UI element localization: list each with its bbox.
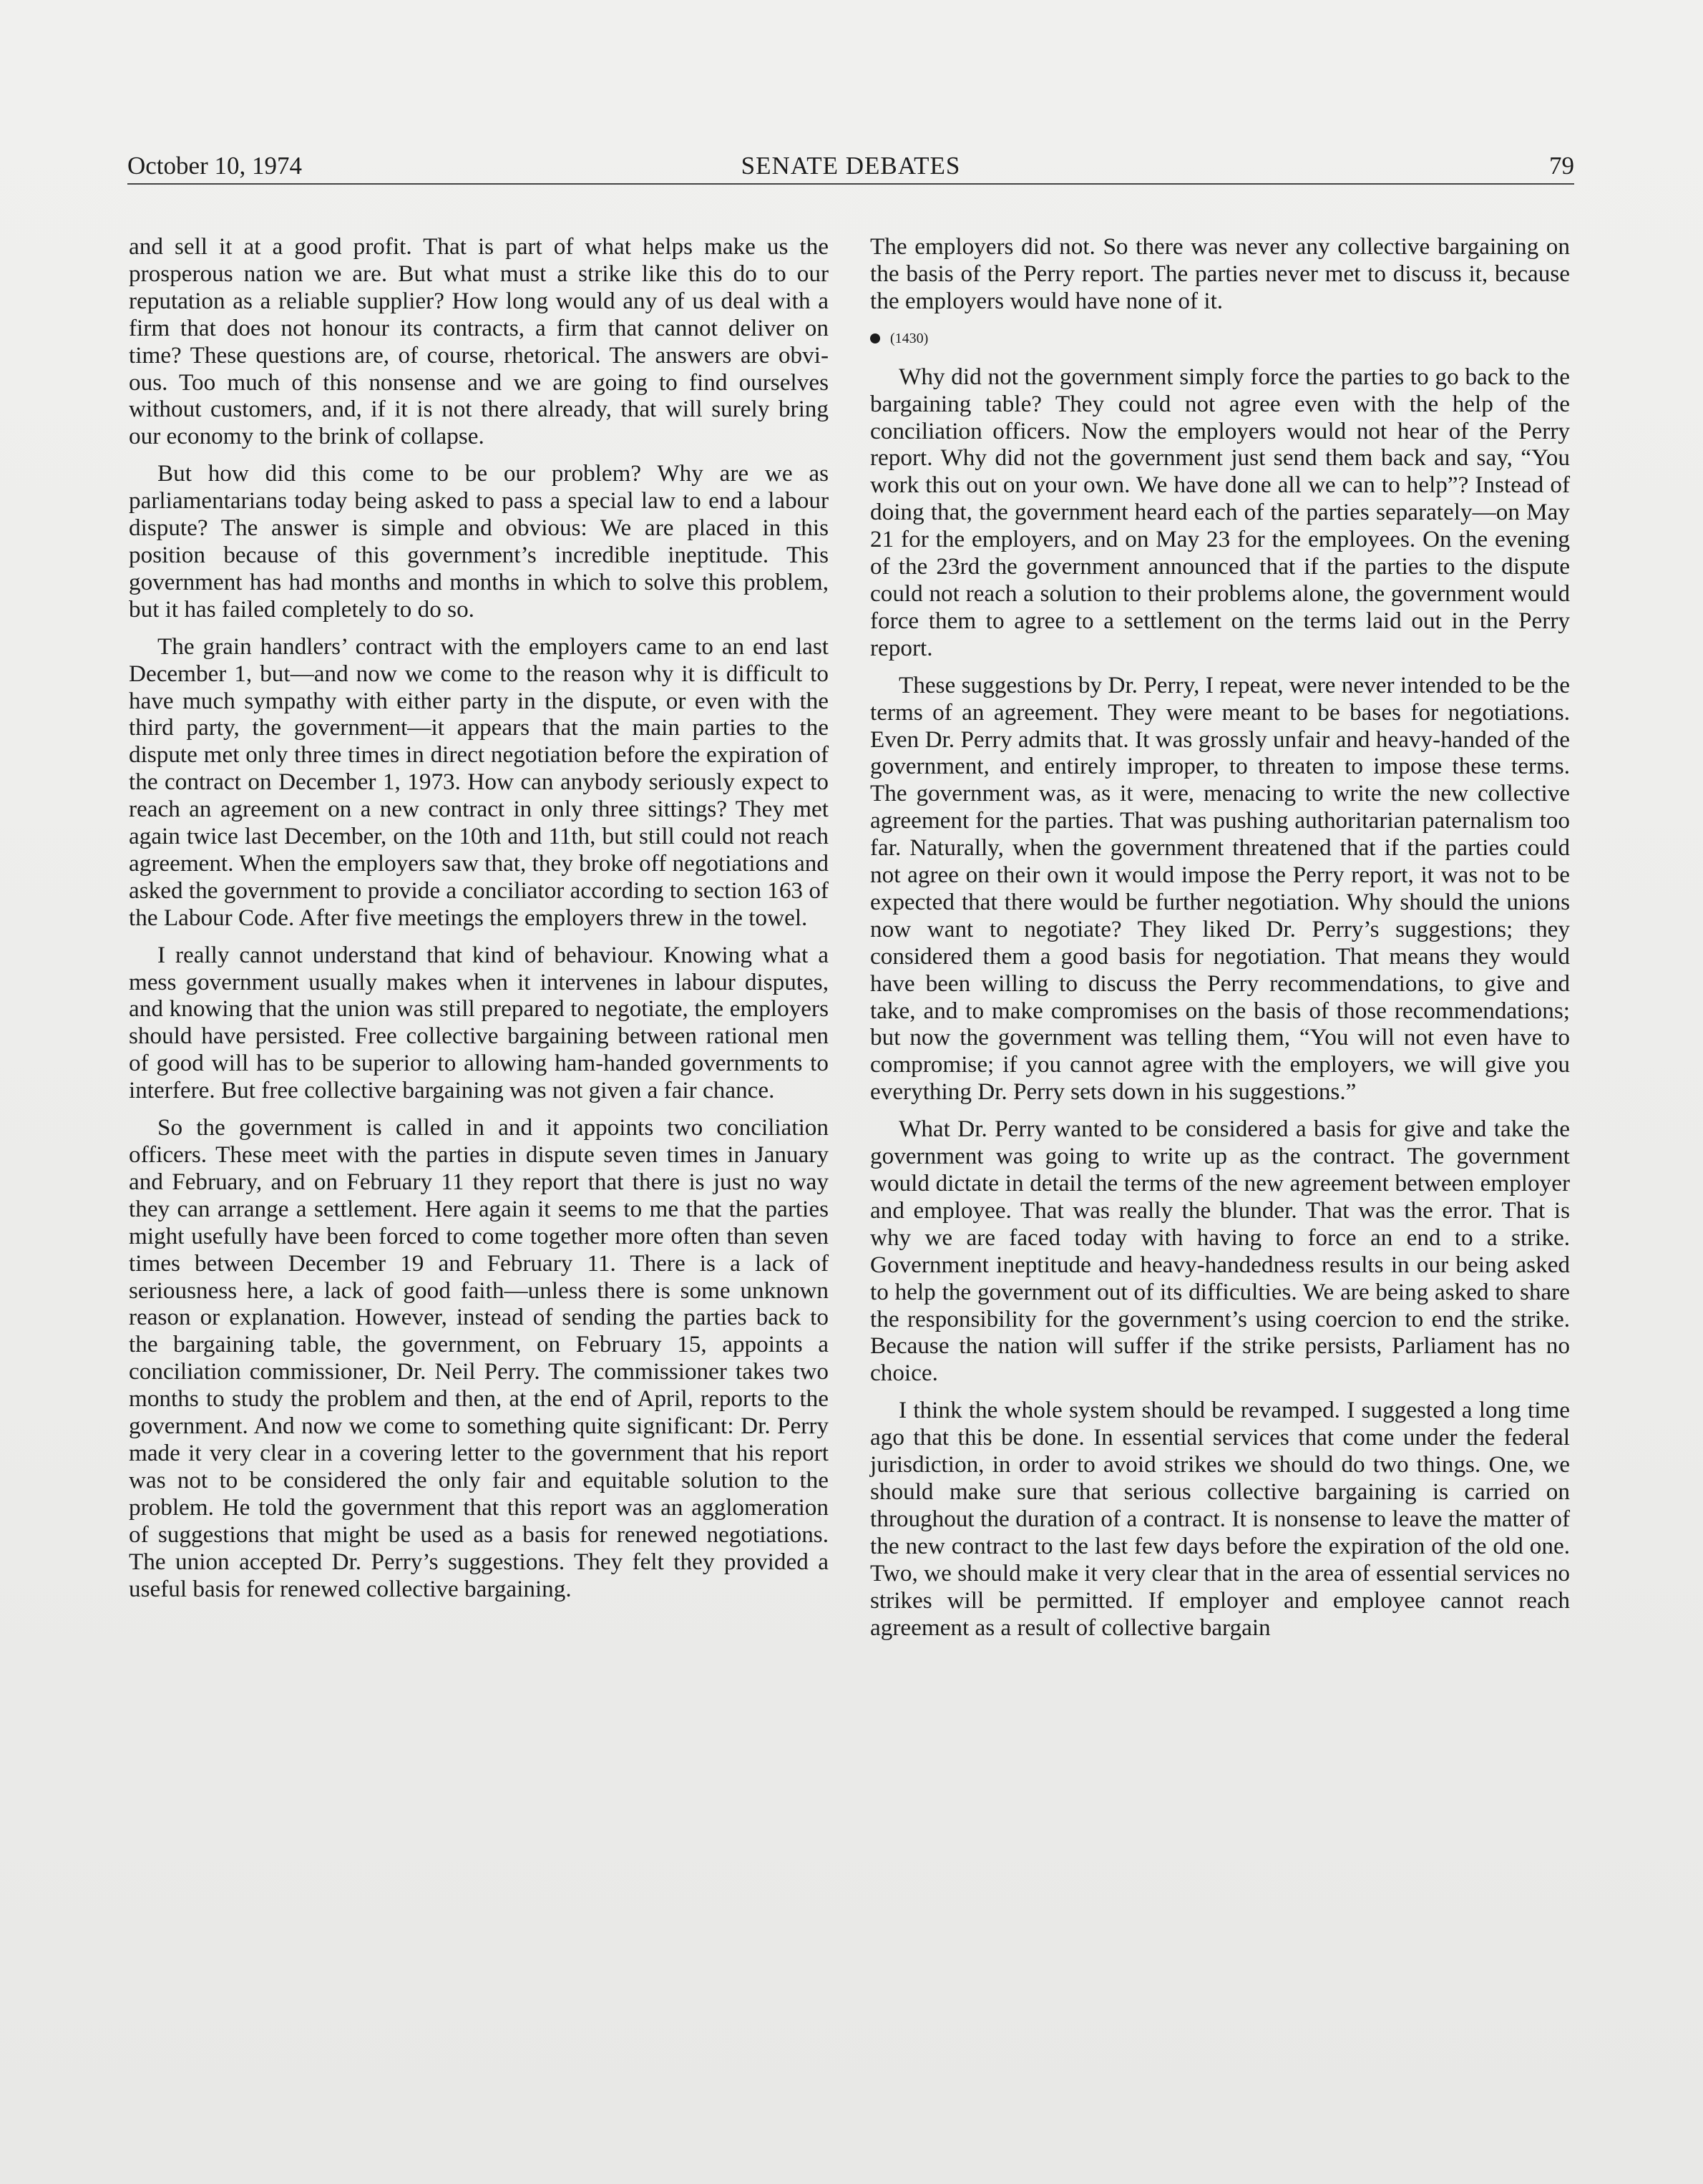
paragraph: Why did not the government simply force the parties to go back to the bargaining table? They could not agree even with the help of the conciliation officers. Now the employers would not hear of the Perry report. Why did not the government just send them back and say, “You work this out on your own. We have done all we can to help”? Instead of doing that, the government heard each of the parties separately—on May 21 for the employers, and on May 23 for the employees. On the evening of the 23rd the government announced that if the parties to the dispute could not reach a solution to their problems alone, the government would force them to agree to a settlement on the terms laid out in the Perry report. <box>870 363 1570 661</box>
paragraph: I really cannot understand that kind of behaviour. Knowing what a mess government usually makes when it intervenes in labour disputes, and knowing that the union was still prepared to negotiate, the employers should have persisted. Free collective bargaining between rational men of good will has to be superior to allowing ham-handed governments to interfere. But free collective bargaining was not given a fair chance. <box>129 941 829 1104</box>
page-number: 79 <box>1549 152 1574 180</box>
time-marker-label: (1430) <box>890 330 929 346</box>
paragraph: The employers did not. So there was never any collective bargaining on the basis of the Perry report. The parties never met to discuss it, because the employers would have none of it. <box>870 233 1570 314</box>
header-title: SENATE DEBATES <box>741 152 961 180</box>
paragraph: The grain handlers’ contract with the employers came to an end last December 1, but—and now we come to the reason why it is difficult to have much sympathy with either party in the dispute, or even with the third party, the government—it appears that the main parties to the dispute met only three times in direct negotiation before the expiration of the contract on December 1, 1973. How can anybody seriously expect to reach an agreement on a new contract in only three sittings? They met again twice last December, on the 10th and 11th, but still could not reach agreement. When the employers saw that, they broke off negotiations and asked the government to provide a conciliator according to section 163 of the Labour Code. After five meetings the employers threw in the towel. <box>129 633 829 931</box>
paragraph: These suggestions by Dr. Perry, I repeat, were never intended to be the terms of an agreement. They were meant to be bases for negotiations. Even Dr. Perry admits that. It was grossly unfair and heavy-handed of the government, and entirely improper, to threaten to impose these terms. The government was, as it were, menacing to write the new collective agreement for the parties. That was pushing authoritarian paternalism too far. Naturally, when the government threatened that if the parties could not agree on their own it would impose the Perry report, it was not to be expected that there would be further negotiation. Why should the unions now want to negotiate? They liked Dr. Perry’s suggestions; they considered them a good basis for negotiation. That means they would have been willing to discuss the Perry recommendations, to give and take, and to make compromises on the basis of those recommendations; but now the government was telling them, “You will not even have to compromise; if you cannot agree with the employers, we will give you everything Dr. Perry sets down in his suggestions.” <box>870 671 1570 1106</box>
header-rule <box>127 183 1574 185</box>
right-column <box>870 233 1570 1651</box>
paragraph: and sell it at a good profit. That is part of what helps make us the prosperous nation we are. But what must a strike like this do to our reputation as a reliable supplier? How long would any of us deal with a firm that does not honour its contracts, a firm that cannot deliver on time? These questions are, of course, rhetorical. The answers are obvious. Too much of this nonsense and we are going to find ourselves without customers, and, if it is not there already, that will surely bring our economy to the brink of collapse. <box>129 233 829 450</box>
bullet-icon <box>870 333 880 343</box>
time-marker <box>870 325 1570 352</box>
running-header <box>127 147 1574 185</box>
paragraph: So the government is called in and it appoints two conciliation officers. These meet with the parties in dispute seven times in January and February, and on February 11 they report that there is just no way they can arrange a settlement. Here again it seems to me that the parties might usefully have been forced to come together more often than seven times between December 19 and February 11. There is a lack of seriousness here, a lack of good faith—unless there is some unknown reason or explanation. However, instead of sending the parties back to the bargaining table, the government, on February 15, appoints a conciliation commissioner, Dr. Neil Perry. The commissioner takes two months to study the problem and then, at the end of April, reports to the government. And now we come to something quite significant: Dr. Perry made it very clear in a covering letter to the government that his report was not to be considered the only fair and equitable solution to the problem. He told the government that this report was an agglomeration of suggestions that might be used as a basis for renewed negotiations. The union accepted Dr. Perry’s suggestions. They felt they provided a useful basis for renewed collective bargaining. <box>129 1114 829 1602</box>
header-date: October 10, 1974 <box>127 152 302 180</box>
left-column <box>129 233 829 1612</box>
paragraph: But how did this come to be our problem? Why are we as parliamentarians today being asked to pass a special law to end a labour dispute? The answer is simple and obvious: We are placed in this position because of this government’s incredible ineptitude. This government has had months and months in which to solve this problem, but it has failed completely to do so. <box>129 460 829 623</box>
paragraph: I think the whole system should be revamped. I suggested a long time ago that this be done. In essential services that come under the federal jurisdiction, in order to avoid strikes we should do two things. One, we should make sure that serious collective bargaining is carried on throughout the duration of a contract. It is nonsense to leave the matter of the new contract to the last few days before the expiration of the old one. Two, we should make it very clear that in the area of essential services no strikes will be permitted. If employer and employee cannot reach agreement as a result of collective bargain <box>870 1397 1570 1641</box>
paragraph: What Dr. Perry wanted to be considered a basis for give and take the government was going to write up as the contract. The government would dictate in detail the terms of the new agreement between employer and employee. That was really the blunder. That was the error. That is why we are faced today with having to force an end to a strike. Government ineptitude and heavy-handedness results in our being asked to help the government out of its difficulties. We are being asked to share the responsibility for the government’s using coercion to end the strike. Because the nation will suffer if the strike persists, Parliament has no choice. <box>870 1116 1570 1387</box>
